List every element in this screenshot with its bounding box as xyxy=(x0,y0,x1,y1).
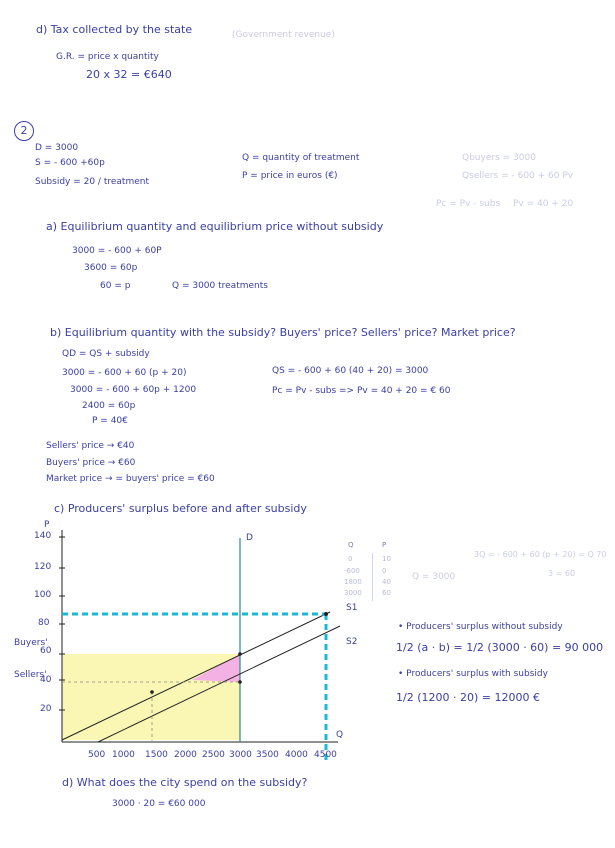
y-tick-140: 140 xyxy=(34,531,52,541)
y-tick-40: 40 xyxy=(40,675,52,685)
b-right1: QS = - 600 + 60 (40 + 20) = 3000 xyxy=(272,366,429,376)
x-tick-3000: 3000 xyxy=(229,750,252,760)
p-def: P = price in euros (€) xyxy=(242,171,338,181)
point-marker xyxy=(150,690,154,694)
faint-qbuyers: Qbuyers = 3000 xyxy=(462,153,536,163)
b-right2: Pc = Pv - subs => Pv = 40 + 20 = € 60 xyxy=(272,386,451,396)
q-def: Q = quantity of treatment xyxy=(242,153,360,163)
x-tick-4000: 4000 xyxy=(285,750,308,760)
a-line2: 3600 = 60p xyxy=(84,263,138,273)
table-divider xyxy=(372,553,373,601)
a-line3b: Q = 3000 treatments xyxy=(172,281,268,291)
ps-without-title: • Producers' surplus without subsidy xyxy=(398,622,563,632)
supply-def: S = - 600 +60p xyxy=(35,158,105,168)
b-line5: P = 40€ xyxy=(92,416,128,426)
b-line2: 3000 = - 600 + 60 (p + 20) xyxy=(62,368,187,378)
buyers-label: Buyers' xyxy=(14,638,48,648)
faint-pc: Pc = Pv - subs xyxy=(436,199,501,209)
faint-eq1: 3Q = - 600 + 60 (p + 20) = Q 70 xyxy=(474,550,607,559)
s2-label: S2 xyxy=(346,637,358,647)
x-tick-4500: 4500 xyxy=(314,750,337,760)
y-tick-80: 80 xyxy=(38,618,50,628)
table-row2-q: -600 xyxy=(344,567,360,575)
table-row3-q: 1800 xyxy=(344,578,362,586)
part-a-title: a) Equilibrium quantity and equilibrium price without subsidy xyxy=(46,220,384,233)
demand-def: D = 3000 xyxy=(35,143,79,153)
part-c-title: c) Producers' surplus before and after subsidy xyxy=(54,502,307,515)
y-tick-60: 60 xyxy=(40,646,52,656)
table-row4-q: 3000 xyxy=(344,589,362,597)
a-line1: 3000 = - 600 + 60P xyxy=(72,246,162,256)
subsidy-def: Subsidy = 20 / treatment xyxy=(35,177,149,187)
x-tick-500: 500 xyxy=(88,750,106,760)
subsidy-cost: 3000 · 20 = €60 000 xyxy=(112,799,206,809)
faint-q3000: Q = 3000 xyxy=(412,572,456,582)
part-d-note: (Government revenue) xyxy=(232,30,335,40)
sellers-label: Sellers' xyxy=(14,670,47,680)
equilibrium-point-buyers xyxy=(238,652,242,656)
x-tick-1000: 1000 xyxy=(112,750,135,760)
table-row1-q: 0 xyxy=(348,555,353,563)
faint-eq2: 3 = 60 xyxy=(548,569,576,578)
x-tick-2500: 2500 xyxy=(202,750,225,760)
table-row2-p: 0 xyxy=(382,567,387,575)
sellers-price: Sellers' price → €40 xyxy=(46,441,135,451)
market-price: Market price → = buyers' price = €60 xyxy=(46,474,215,484)
b-line3: 3000 = - 600 + 60p + 1200 xyxy=(70,385,197,395)
axis-q-label: Q xyxy=(336,730,344,740)
faint-qsellers: Qsellers = - 600 + 60 Pv xyxy=(462,171,574,181)
table-head-p: P xyxy=(382,541,387,549)
question-number: 2 xyxy=(20,124,28,137)
b-line1: QD = QS + subsidy xyxy=(62,349,150,359)
ps-without-eq: 1/2 (a · b) = 1/2 (3000 · 60) = 90 000 xyxy=(396,641,604,654)
b-line4: 2400 = 60p xyxy=(82,401,136,411)
table-row1-p: 10 xyxy=(382,555,391,563)
table-head-q: Q xyxy=(348,541,354,549)
y-tick-120: 120 xyxy=(34,562,52,572)
buyers-price: Buyers' price → €60 xyxy=(46,458,136,468)
axis-p-label: P xyxy=(44,520,50,530)
gr-line1: G.R. = price x quantity xyxy=(56,52,159,62)
y-tick-100: 100 xyxy=(34,590,52,600)
part-d2-title: d) What does the city spend on the subsidy? xyxy=(62,776,308,789)
y-tick-20: 20 xyxy=(40,704,52,714)
a-line3: 60 = p xyxy=(100,281,131,291)
table-row3-p: 40 xyxy=(382,578,391,586)
equilibrium-point-sellers xyxy=(238,680,242,684)
part-b-title: b) Equilibrium quantity with the subsidy? Buyers' price? Sellers' price? Market price? xyxy=(50,326,516,339)
demand-label: D xyxy=(246,533,253,543)
gr-line2: 20 x 32 = €640 xyxy=(86,68,172,81)
x-tick-2000: 2000 xyxy=(174,750,197,760)
s1-label: S1 xyxy=(346,603,358,613)
s1-point xyxy=(324,612,328,616)
table-row4-p: 60 xyxy=(382,589,391,597)
x-tick-1500: 1500 xyxy=(145,750,168,760)
ps-with-eq: 1/2 (1200 · 20) = 12000 € xyxy=(396,691,540,704)
part-d-title: d) Tax collected by the state xyxy=(36,23,193,36)
faint-pv: Pv = 40 + 20 xyxy=(513,199,574,209)
x-tick-3500: 3500 xyxy=(256,750,279,760)
ps-with-title: • Producers' surplus with subsidy xyxy=(398,669,548,679)
